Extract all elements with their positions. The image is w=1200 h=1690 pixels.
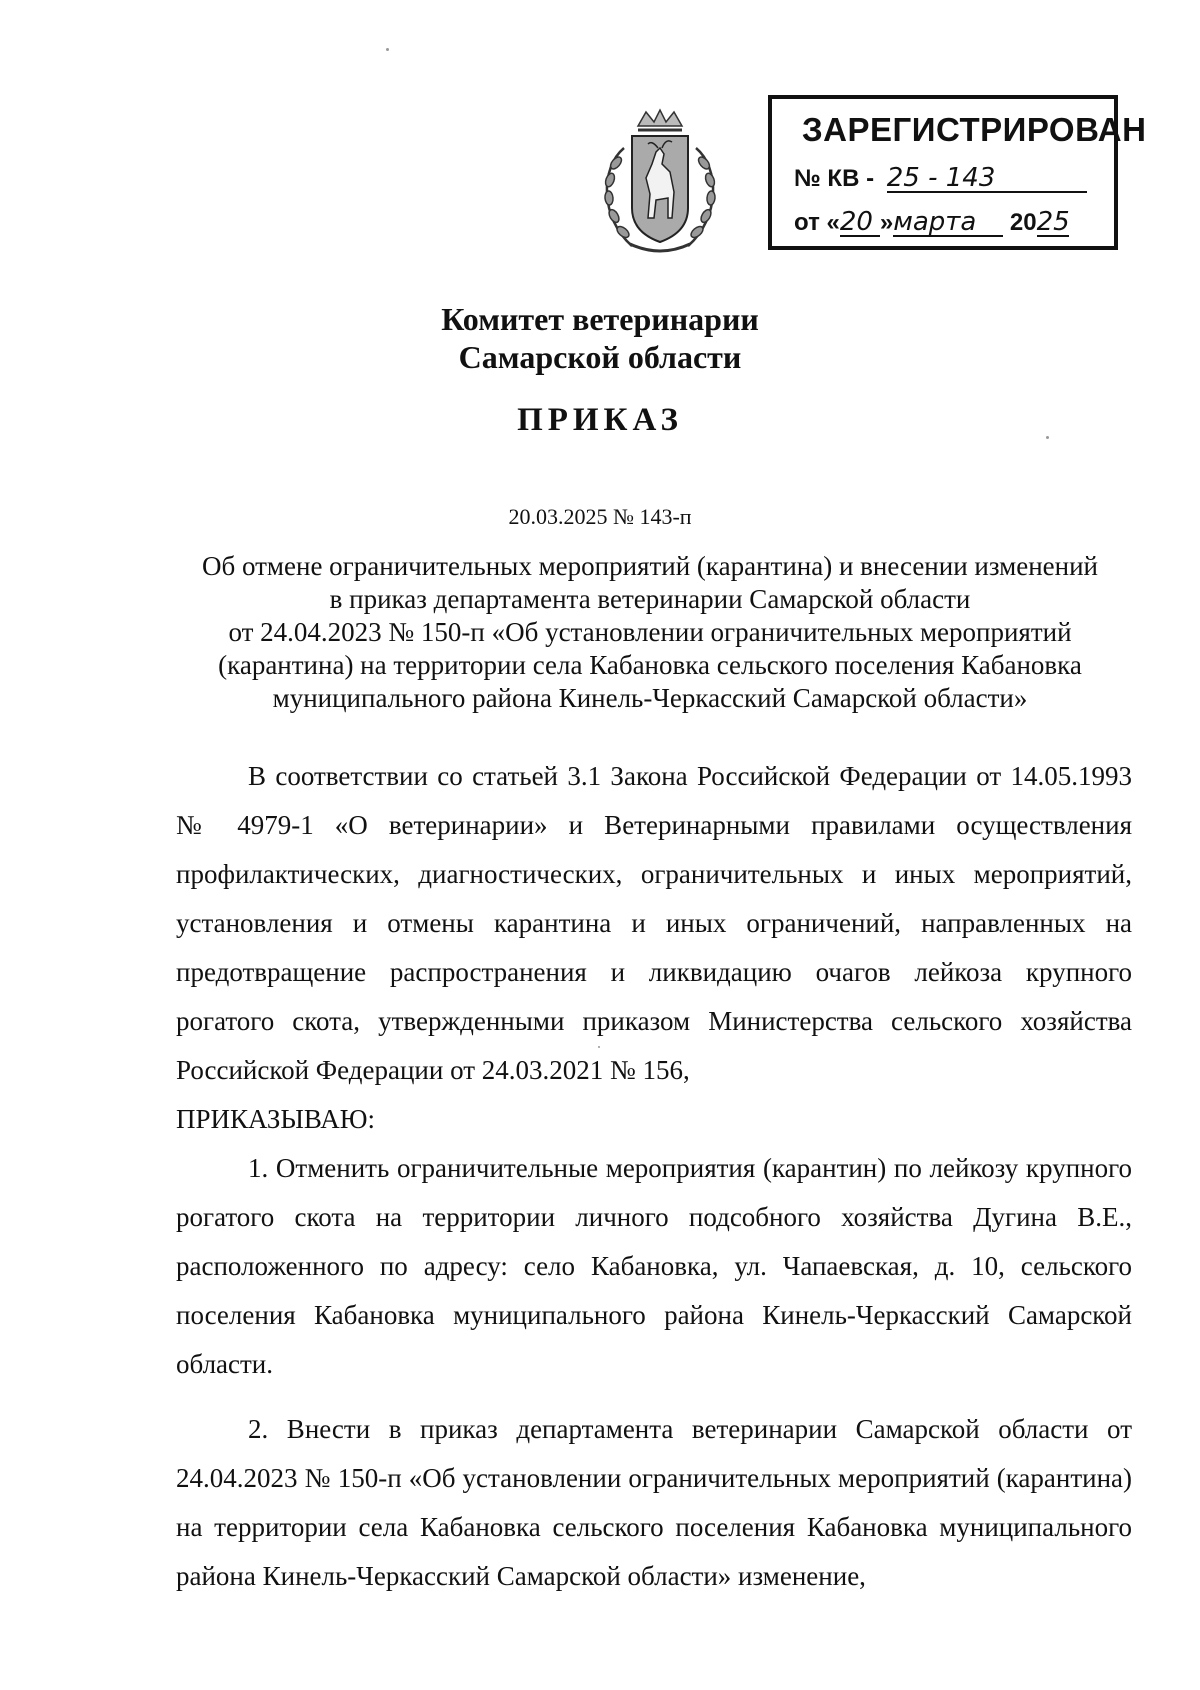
scan-speck: [598, 1046, 600, 1048]
order-word: ПРИКАЗЫВАЮ:: [176, 1104, 375, 1134]
scan-speck: [1046, 436, 1049, 439]
stamp-date-year: 25: [1036, 207, 1070, 237]
coat-of-arms-emblem: [590, 108, 730, 258]
stamp-date-year-prefix: 20: [1009, 209, 1037, 236]
stamp-date-day: 20: [840, 209, 880, 237]
organization-name: [0, 300, 1200, 376]
order-body: [176, 752, 1132, 1601]
subject-line: муниципального района Кинель-Черкасский Самарской области»: [272, 683, 1028, 713]
subject-line: (карантина) на территории села Кабановка сельского поселения Кабановка: [218, 650, 1082, 680]
stamp-title: ЗАРЕГИСТРИРОВАН: [802, 111, 1147, 148]
stamp-number-prefix: № КВ -: [794, 165, 875, 192]
subject-line: Об отмене ограничительных мероприятий (карантина) и внесении изменений: [202, 551, 1098, 581]
document-date-number: 20.03.2025 № 143-п: [508, 504, 692, 529]
stamp-number-handwritten: 25 - 143: [887, 165, 1087, 193]
item-2-paragraph: 2. Внести в приказ департамента ветеринарии Самарской области от 24.04.2023 № 150-п «Об установлении ограничительных мероприятий (карантина) на территории села Кабановка сельского поселения Кабановка муниципального района Кинель-Черкасский Самарской области» изменение,: [176, 1414, 1132, 1591]
stamp-date-prefix: от «: [794, 209, 840, 236]
stamp-date-line: [794, 209, 1069, 237]
order-subject: [170, 550, 1130, 715]
subject-line: в приказ департамента ветеринарии Самарской области: [329, 584, 971, 614]
preamble-paragraph: В соответствии со статьей 3.1 Закона Российской Федерации от 14.05.1993 № 4979-1 «О ветеринарии» и Ветеринарными правилами осуществления профилактических, диагностических, ограничительных и иных мероприятий, установления и отмены карантина и иных ограничений, направленных на предотвращение распространения и ликвидацию очагов лейкоза крупного рогатого скота, утвержденными приказом Министерства сельского хозяйства Российской Федерации от 24.03.2021 № 156,: [176, 761, 1132, 1085]
stamp-number-line: [794, 165, 1087, 193]
subject-line: от 24.04.2023 № 150-п «Об установлении ограничительных мероприятий: [228, 617, 1072, 647]
item-1-paragraph: 1. Отменить ограничительные мероприятия (карантин) по лейкозу крупного рогатого скота на территории личного подсобного хозяйства Дугина В.Е., расположенного по адресу: село Кабановка, ул. Чапаевская, д. 10, сельского поселения Кабановка муниципального района Кинель-Черкасский Самарской области.: [176, 1153, 1132, 1379]
stamp-date-month: марта: [893, 209, 1003, 237]
document-type-title: ПРИКАЗ: [517, 402, 683, 438]
registration-stamp: [768, 95, 1147, 250]
scan-speck: [386, 48, 389, 51]
org-line-1: Комитет ветеринарии: [441, 301, 759, 337]
org-line-2: Самарской области: [458, 339, 742, 375]
stamp-date-mid: »: [879, 209, 894, 236]
